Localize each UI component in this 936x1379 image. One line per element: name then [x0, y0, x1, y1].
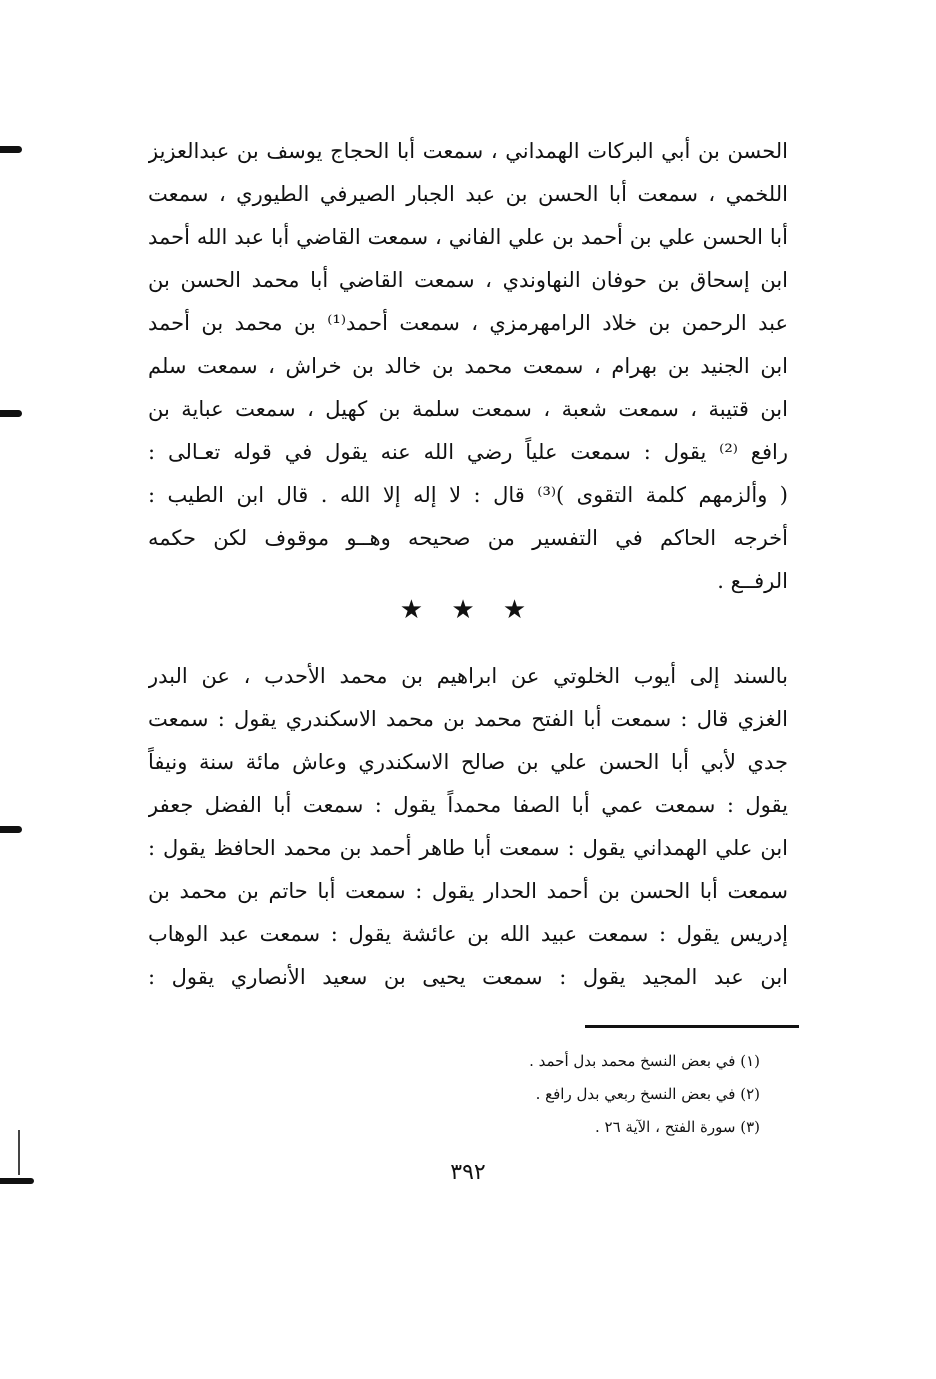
text-line: سمعت أبا الحسن بن أحمد الحدار يقول : سمعت أبا حاتم بن محمد بن [148, 879, 788, 903]
footnote-separator-rule [585, 1025, 799, 1028]
text-line: ( وألزمهم كلمة التقوى )⁽³⁾ قال : لا إله إلا الله . قال ابن الطيب : [148, 483, 788, 507]
scan-edge-mark-3 [0, 826, 22, 833]
text-line: أخرجه الحاكم في التفسير من صحيحه وهــو موقوف لكن حكمه [148, 526, 788, 550]
text-line: ابن عبد المجيد يقول : سمعت يحيى بن سعيد الأنصاري يقول : [148, 965, 788, 989]
text-line: ابن علي الهمداني يقول : سمعت أبا طاهر أحمد بن محمد الحافظ يقول : [148, 836, 788, 860]
text-line: رافع ⁽²⁾ يقول : سمعت علياً رضي الله عنه يقول في قوله تعـالى : [148, 440, 788, 464]
scan-edge-mark-1 [0, 146, 22, 153]
text-line: جدي لأبي أبا الحسن علي بن صالح الاسكندري وعاش مائة سنة ونيفاً [148, 750, 788, 774]
text-line: الغزي قال : سمعت أبا الفتح محمد بن محمد الاسكندري يقول : سمعت [148, 707, 788, 731]
footnote-3: (٣) سورة الفتح ، الآية ٢٦ . [594, 1118, 760, 1136]
text-line: الرفــع . [717, 569, 788, 593]
text-line: إدريس يقول : سمعت عبيد الله بن عائشة يقول : سمعت عبد الوهاب [148, 922, 788, 946]
text-line: الحسن بن أبي البركات الهمداني ، سمعت أبا الحجاج يوسف بن عبدالعزيز [148, 139, 788, 163]
text-line: أبا الحسن علي بن أحمد بن علي الفاني ، سمعت القاضي أبا عبد الله أحمد [148, 225, 788, 249]
text-line: عبد الرحمن بن خلاد الرامهرمزي ، سمعت أحمد⁽¹⁾ بن محمد بن أحمد [148, 311, 788, 335]
section-separator-stars: ★ ★ ★ [399, 595, 537, 625]
paragraph-1 [148, 130, 788, 603]
text-line: بالسند إلى أيوب الخلوتي عن ابراهيم بن محمد الأحدب ، عن البدر [148, 664, 788, 688]
scan-edge-mark-2 [0, 410, 22, 417]
footnote-2: (٢) في بعض النسخ ربعي بدل رافع . [535, 1085, 760, 1103]
text-line: ابن الجنيد بن بهرام ، سمعت محمد بن خالد بن خراش ، سمعت سلم [148, 354, 788, 378]
footnotes [300, 1045, 760, 1144]
text-line: يقول : سمعت عمي أبا الصفا محمداً يقول : سمعت أبا الفضل جعفر [148, 793, 788, 817]
text-line: اللخمي ، سمعت أبا الحسن بن عبد الجبار الصيرفي الطيوري ، سمعت [148, 182, 788, 206]
paragraph-2 [148, 655, 788, 999]
page-number: ٣٩٢ [450, 1160, 486, 1185]
text-line: ابن قتيبة ، سمعت شعبة ، سمعت سلمة بن كهيل ، سمعت عباية بن [148, 397, 788, 421]
footnote-1: (١) في بعض النسخ محمد بدل أحمد . [529, 1052, 760, 1070]
text-line: ابن إسحاق بن حوفان النهاوندي ، سمعت القاضي أبا محمد الحسن بن [148, 268, 788, 292]
